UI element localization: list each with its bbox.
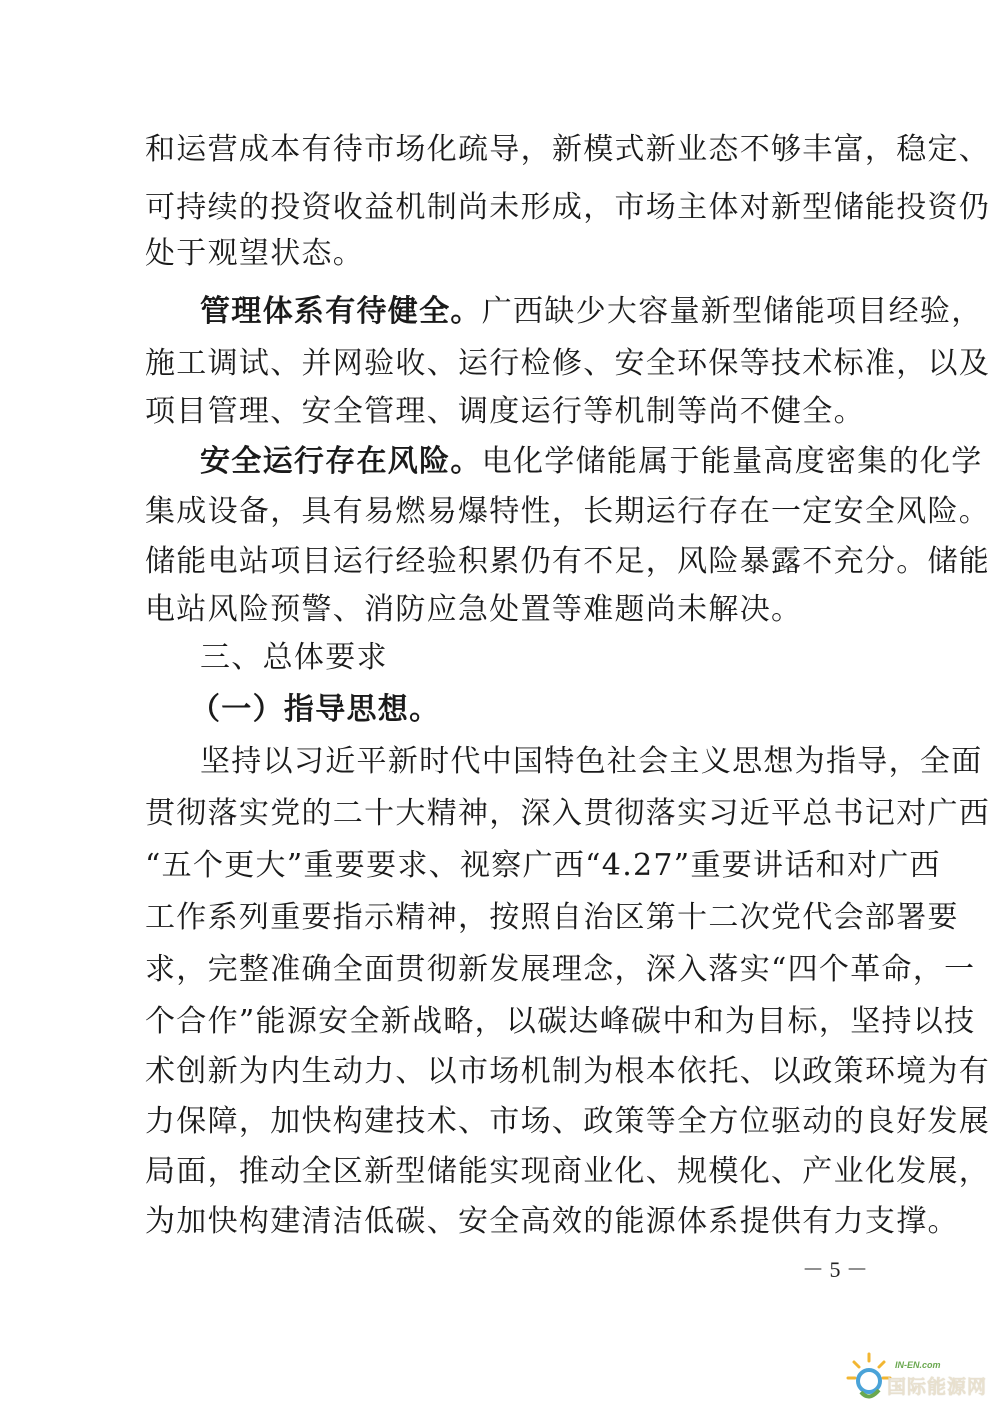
paragraph-line: 为加快构建清洁低碳、安全高效的能源体系提供有力支撑。 [145,1204,959,1239]
watermark-name: 国际能源网 [887,1376,988,1398]
paragraph-text: 广西缺少大容量新型储能项目经验， [481,294,983,329]
watermark-logo [845,1350,995,1406]
paragraph-line: 电站风险预警、消防应急处置等难题尚未解决。 [145,592,803,627]
paragraph-line [200,290,983,334]
paragraph-line: 工作系列重要指示精神，按照自治区第十二次党代会部署要 [145,900,959,935]
section-heading: 三、总体要求 [200,640,388,675]
paragraph-line: 个合作”能源安全新战略，以碳达峰碳中和为目标，坚持以技 [145,1004,976,1039]
paragraph-line: 贯彻落实党的二十大精神，深入贯彻落实习近平总书记对广西 [145,796,991,831]
paragraph-line: 储能电站项目运行经验积累仍有不足，风险暴露不充分。储能 [145,544,991,579]
page-number: － 5 － [801,1257,868,1282]
watermark-brand: IN-EN.com [895,1360,941,1370]
paragraph-line: 力保障，加快构建技术、市场、政策等全方位驱动的良好发展 [145,1104,991,1139]
paragraph-line: 项目管理、安全管理、调度运行等机制等尚不健全。 [145,394,865,429]
paragraph-line: “五个更大”重要要求、视察广西“4.27”重要讲话和对广西 [145,848,941,883]
paragraph-line: 施工调试、并网验收、运行检修、安全环保等技术标准，以及 [145,346,991,381]
paragraph-line: 术创新为内生动力、以市场机制为根本依托、以政策环境为有 [145,1054,991,1089]
paragraph-line: 求，完整准确全面贯彻新发展理念，深入落实“四个革命，一 [145,952,976,987]
paragraph-line: 可持续的投资收益机制尚未形成，市场主体对新型储能投资仍 [145,190,991,225]
paragraph-line: 局面，推动全区新型储能实现商业化、规模化、产业化发展， [145,1154,991,1189]
paragraph-line: 集成设备，具有易燃易爆特性，长期运行存在一定安全风险。 [145,494,991,529]
paragraph-text: 电化学储能属于能量高度密集的化学 [481,444,983,479]
paragraph-line: 处于观望状态。 [145,236,365,271]
sun-logo-icon [845,1350,893,1406]
section-heading-inline: 安全运行存在风险。 [200,444,482,479]
paragraph-line: 和运营成本有待市场化疏导，新模式新业态不够丰富，稳定、 [145,132,991,167]
paragraph-line: 坚持以习近平新时代中国特色社会主义思想为指导，全面 [200,744,983,779]
subsection-heading: （一）指导思想。 [190,692,441,727]
paragraph-line [200,440,983,484]
section-heading-inline: 管理体系有待健全。 [200,294,482,329]
